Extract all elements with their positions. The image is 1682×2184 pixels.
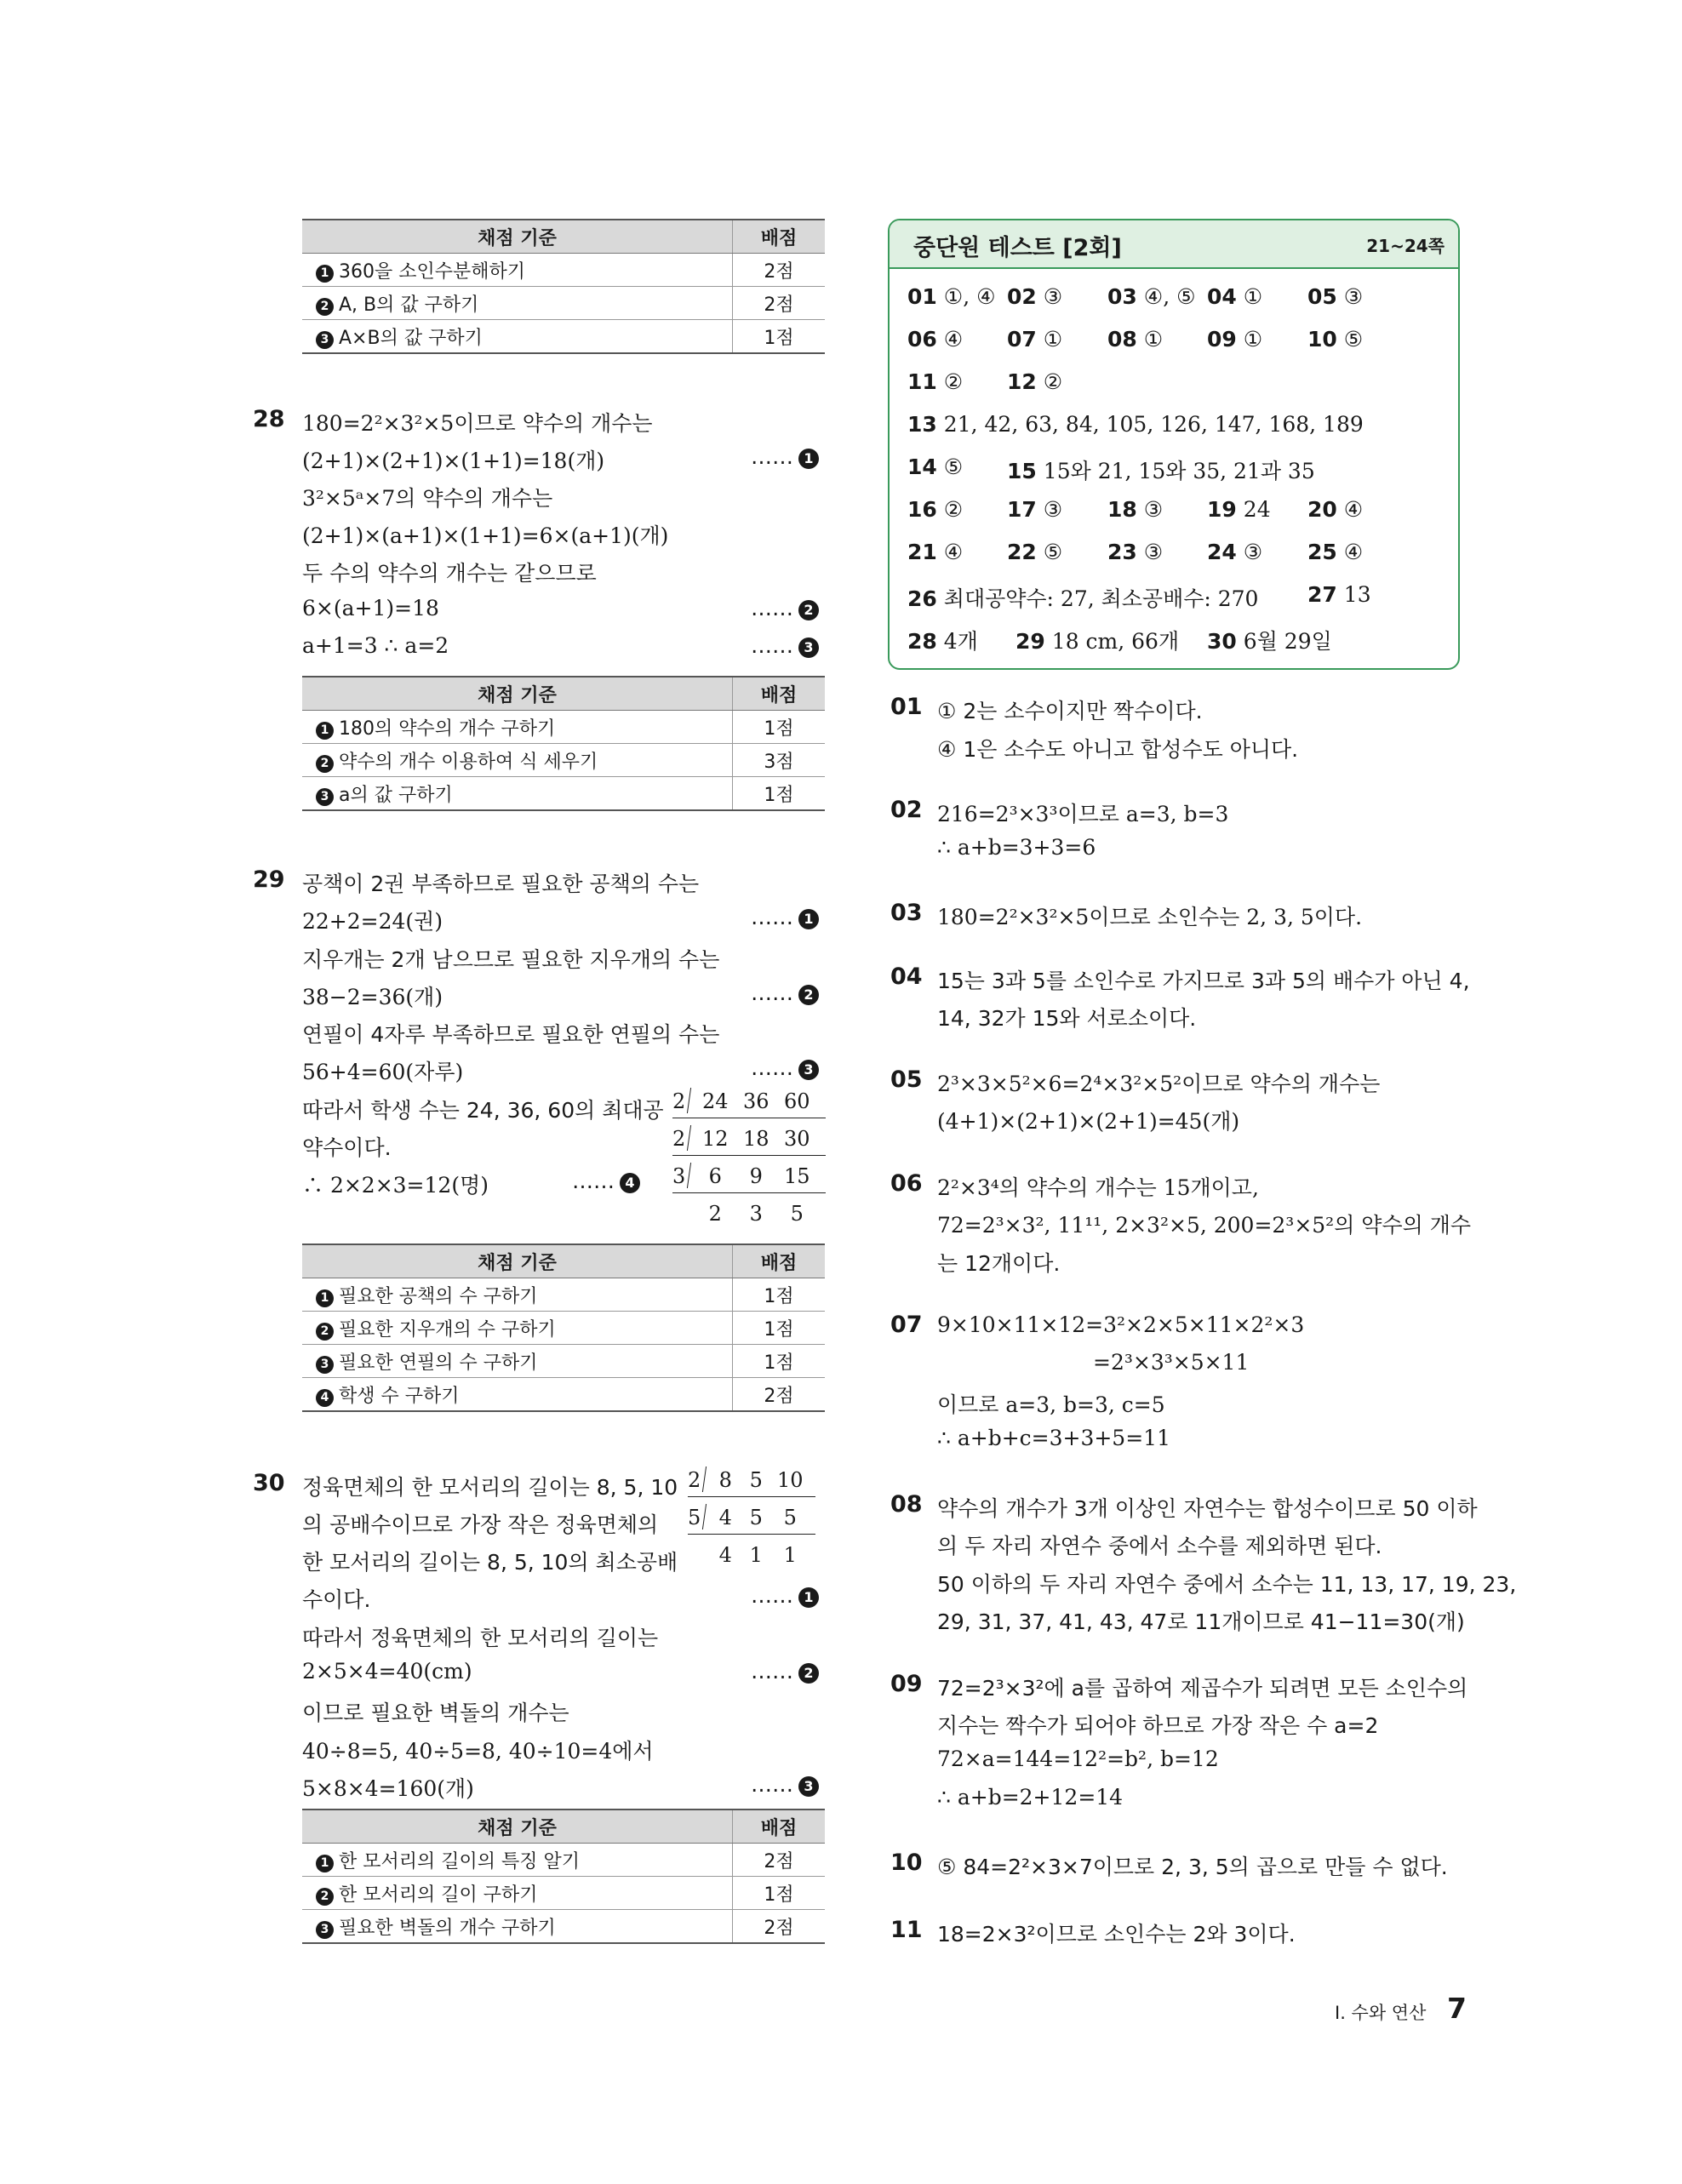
answer-item: 29 18 cm, 66개 xyxy=(1015,629,1180,654)
solution-line: 72=2³×3², 11¹¹, 2×3²×5, 200=2³×5²의 약수의 개수 xyxy=(937,1213,1471,1238)
points-cell: 1점 xyxy=(733,1877,826,1910)
answer-item: 30 6월 29일 xyxy=(1207,629,1332,654)
table-header-criteria: 채점 기준 xyxy=(302,1810,733,1844)
solution-line: 216=2³×3³이므로 a=3, b=3 xyxy=(937,802,1229,826)
answer-item: 20 ④ xyxy=(1307,497,1364,522)
solution-line: 2×5×4=40(cm) xyxy=(302,1659,472,1684)
solution-line: 29, 31, 37, 41, 43, 47로 11개이므로 41−11=30(개) xyxy=(937,1609,1465,1634)
solution-line: (2+1)×(a+1)×(1+1)=6×(a+1)(개) xyxy=(302,523,669,548)
solution-line: 15는 3과 5를 소인수로 가지므로 3과 5의 배수가 아닌 4, xyxy=(937,969,1470,993)
points-cell: 1점 xyxy=(733,711,826,744)
solution-line: 이므로 필요한 벽돌의 개수는 xyxy=(302,1701,569,1725)
solution-line: 50 이하의 두 자리 자연수 중에서 소수는 11, 13, 17, 19, 23, xyxy=(937,1572,1517,1597)
scoring-table-30 xyxy=(302,1809,825,1944)
answer-item: 09 ① xyxy=(1207,327,1263,352)
solution-line: 38−2=36(개) xyxy=(302,985,443,1009)
solution-line: ∴ a+b=2+12=14 xyxy=(937,1785,1124,1810)
points-cell: 2점 xyxy=(733,1910,826,1944)
step-mark-2: …… 2 xyxy=(751,1659,819,1684)
answer-key-header xyxy=(890,220,1458,269)
solution-line: (2+1)×(2+1)×(1+1)=18(개) xyxy=(302,449,605,473)
solution-line: ⑤ 84=2²×3×7이므로 2, 3, 5의 곱으로 만들 수 없다. xyxy=(937,1855,1448,1879)
answer-item: 01 ①, ④ xyxy=(907,284,996,309)
step-mark-2: …… 2 xyxy=(751,596,819,620)
table-row xyxy=(302,1312,825,1345)
answer-item: 13 21, 42, 63, 84, 105, 126, 147, 168, 189 xyxy=(907,412,1364,437)
answer-item: 24 ③ xyxy=(1207,540,1263,564)
step-marker: 2 xyxy=(316,298,334,316)
table-header-criteria: 채점 기준 xyxy=(302,677,733,711)
step-marker: 3 xyxy=(316,1921,334,1939)
solution-line: 지우개는 2개 남으므로 필요한 지우개의 수는 xyxy=(302,947,720,972)
criteria-label: 약수의 개수 이용하여 식 세우기 xyxy=(339,751,598,773)
solution-line: 22+2=24(권) xyxy=(302,909,443,934)
solution-line: 9×10×11×12=3²×2×5×11×2²×3 xyxy=(937,1312,1305,1337)
answer-key-box xyxy=(888,219,1460,670)
answer-item: 04 ① xyxy=(1207,284,1263,309)
points-cell: 2점 xyxy=(733,1378,826,1412)
step-mark-4: …… 4 xyxy=(572,1169,640,1193)
table-header-criteria: 채점 기준 xyxy=(302,1244,733,1278)
criteria-label: 한 모서리의 길이 구하기 xyxy=(339,1884,538,1906)
answer-item: 26 최대공약수: 27, 최소공배수: 270 xyxy=(907,586,1259,611)
scoring-table-27 xyxy=(302,219,825,354)
solution-number: 04 xyxy=(890,963,923,990)
answer-item: 07 ① xyxy=(1007,327,1063,352)
table-row xyxy=(302,1877,825,1910)
solution-line: 2³×3×5²×6=2⁴×3²×5²이므로 약수의 개수는 xyxy=(937,1072,1381,1096)
solution-line: 지수는 짝수가 되어야 하므로 가장 작은 수 a=2 xyxy=(937,1713,1379,1738)
points-cell: 2점 xyxy=(733,1844,826,1877)
criteria-label: A×B의 값 구하기 xyxy=(339,327,483,349)
solution-line: 한 모서리의 길이는 8, 5, 10의 최소공배 xyxy=(302,1550,678,1575)
answer-item: 02 ③ xyxy=(1007,284,1063,309)
solution-line: 3²×5ᵃ×7의 약수의 개수는 xyxy=(302,486,553,511)
solution-line: 약수이다. xyxy=(302,1135,392,1160)
step-marker: 2 xyxy=(316,1888,334,1906)
step-mark-3: …… 3 xyxy=(751,1772,819,1797)
criteria-label: 360을 소인수분해하기 xyxy=(339,260,526,283)
step-marker: 2 xyxy=(316,755,334,773)
division-ladder-29 xyxy=(672,1085,826,1230)
solution-line: 이므로 a=3, b=3, c=5 xyxy=(937,1392,1165,1417)
solution-line: 56+4=60(자루) xyxy=(302,1060,464,1084)
step-marker: 1 xyxy=(316,265,334,283)
division-result: 2 3 5 xyxy=(708,1202,804,1226)
solution-number: 06 xyxy=(890,1170,923,1197)
step-marker: 3 xyxy=(316,1356,334,1374)
table-row xyxy=(302,1378,825,1412)
points-cell: 1점 xyxy=(733,320,826,354)
answer-item: 23 ③ xyxy=(1107,540,1164,564)
step-mark-2: …… 2 xyxy=(751,981,819,1005)
answer-item: 27 13 xyxy=(1307,582,1371,607)
solution-line: ① 2는 소수이지만 짝수이다. xyxy=(937,699,1203,723)
answer-item: 22 ⑤ xyxy=(1007,540,1063,564)
criteria-label: A, B의 값 구하기 xyxy=(339,294,479,316)
table-row xyxy=(302,1345,825,1378)
step-mark-3: …… 3 xyxy=(751,1055,819,1080)
table-header-points: 배점 xyxy=(733,220,826,254)
solution-line: (4+1)×(2+1)×(2+1)=45(개) xyxy=(937,1109,1240,1134)
points-cell: 2점 xyxy=(733,254,826,287)
table-row xyxy=(302,1910,825,1944)
answer-item: 10 ⑤ xyxy=(1307,327,1364,352)
step-marker: 1 xyxy=(316,1855,334,1872)
solution-line: =2³×3³×5×11 xyxy=(1093,1350,1250,1375)
scoring-table-28 xyxy=(302,676,825,811)
solution-line: 연필이 4자루 부족하므로 필요한 연필의 수는 xyxy=(302,1022,720,1047)
division-ladder-30 xyxy=(688,1464,815,1575)
step-mark-1: …… 1 xyxy=(751,444,819,469)
solution-line: 따라서 정육면체의 한 모서리의 길이는 xyxy=(302,1626,659,1650)
answer-item: 17 ③ xyxy=(1007,497,1063,522)
criteria-label: 필요한 지우개의 수 구하기 xyxy=(339,1318,556,1341)
table-row xyxy=(302,744,825,777)
answer-item: 21 ④ xyxy=(907,540,964,564)
division-result: 4 1 1 xyxy=(718,1543,797,1567)
solution-line: 5×8×4=160(개) xyxy=(302,1776,474,1801)
solution-number: 10 xyxy=(890,1850,923,1876)
step-marker: 4 xyxy=(316,1389,334,1407)
table-header-points: 배점 xyxy=(733,677,826,711)
solution-line: 6×(a+1)=18 xyxy=(302,596,439,620)
answer-item: 25 ④ xyxy=(1307,540,1364,564)
division-row: 5 4 5 5 xyxy=(688,1501,815,1535)
solution-number: 01 xyxy=(890,694,923,720)
solution-number: 08 xyxy=(890,1491,923,1518)
table-row xyxy=(302,777,825,811)
points-cell: 3점 xyxy=(733,744,826,777)
step-marker: 3 xyxy=(316,331,334,349)
answer-item: 08 ① xyxy=(1107,327,1164,352)
table-row xyxy=(302,287,825,320)
points-cell: 1점 xyxy=(733,1312,826,1345)
criteria-label: 필요한 연필의 수 구하기 xyxy=(339,1352,538,1374)
answer-item: 28 4개 xyxy=(907,629,978,654)
division-row: 2 24 36 60 xyxy=(672,1085,826,1118)
solution-number: 11 xyxy=(890,1917,923,1943)
answer-key-title: 중단원 테스트 [2회] xyxy=(913,235,1122,261)
criteria-label: 180의 약수의 개수 구하기 xyxy=(339,718,556,740)
points-cell: 2점 xyxy=(733,287,826,320)
answer-key-pages: 21~24쪽 xyxy=(1366,236,1445,256)
solution-line: ∴ a+b=3+3=6 xyxy=(937,835,1096,860)
answer-item: 14 ⑤ xyxy=(907,455,964,479)
section-footer: I. 수와 연산 xyxy=(1335,2003,1427,2023)
step-mark-1: …… 1 xyxy=(751,905,819,929)
step-marker: 3 xyxy=(316,788,334,806)
points-cell: 1점 xyxy=(733,777,826,811)
solution-number: 09 xyxy=(890,1671,923,1697)
solution-line: 는 12개이다. xyxy=(937,1251,1061,1276)
solution-line: 18=2×3²이므로 소인수는 2와 3이다. xyxy=(937,1922,1296,1947)
division-row: 2 8 5 10 xyxy=(688,1464,815,1497)
solution-line: 의 공배수이므로 가장 작은 정육면체의 xyxy=(302,1512,659,1537)
table-header-criteria: 채점 기준 xyxy=(302,220,733,254)
solution-line: ∴ 2×2×3=12(명) xyxy=(302,1173,489,1198)
problem-number: 28 xyxy=(253,406,285,432)
table-row xyxy=(302,1844,825,1877)
division-row: 3 6 9 15 xyxy=(672,1160,826,1193)
criteria-label: 필요한 공책의 수 구하기 xyxy=(339,1285,538,1307)
solution-line: 약수의 개수가 3개 이상인 자연수는 합성수이므로 50 이하 xyxy=(937,1496,1478,1521)
answer-item: 18 ③ xyxy=(1107,497,1164,522)
solution-line: a+1=3 ∴ a=2 xyxy=(302,633,449,658)
criteria-label: a의 값 구하기 xyxy=(339,784,453,806)
page-number: 7 xyxy=(1447,1992,1467,2025)
answer-item: 11 ② xyxy=(907,369,964,394)
table-row xyxy=(302,1278,825,1312)
solution-line: 180=2²×3²×5이므로 약수의 개수는 xyxy=(302,411,653,436)
step-marker: 1 xyxy=(316,1289,334,1307)
answer-item: 16 ② xyxy=(907,497,964,522)
criteria-label: 한 모서리의 길이의 특징 알기 xyxy=(339,1850,580,1872)
solution-line: 의 두 자리 자연수 중에서 소수를 제외하면 된다. xyxy=(937,1534,1382,1558)
solution-line: 72×a=144=12²=b², b=12 xyxy=(937,1747,1219,1771)
points-cell: 1점 xyxy=(733,1345,826,1378)
problem-number: 30 xyxy=(253,1470,285,1496)
division-row: 2 12 18 30 xyxy=(672,1123,826,1156)
points-cell: 1점 xyxy=(733,1278,826,1312)
problem-number: 29 xyxy=(253,866,285,893)
solution-line: ∴ a+b+c=3+3+5=11 xyxy=(937,1426,1170,1450)
table-header-points: 배점 xyxy=(733,1244,826,1278)
solution-line: 두 수의 약수의 개수는 같으므로 xyxy=(302,561,597,586)
solution-line: 72=2³×3²에 a를 곱하여 제곱수가 되려면 모든 소인수의 xyxy=(937,1676,1468,1701)
table-header-points: 배점 xyxy=(733,1810,826,1844)
scoring-table-29 xyxy=(302,1244,825,1412)
criteria-label: 학생 수 구하기 xyxy=(339,1385,460,1407)
answer-item: 03 ④, ⑤ xyxy=(1107,284,1196,309)
solution-line: 2²×3⁴의 약수의 개수는 15개이고, xyxy=(937,1175,1259,1200)
solution-line: 공책이 2권 부족하므로 필요한 공책의 수는 xyxy=(302,872,700,896)
solution-number: 07 xyxy=(890,1312,923,1338)
solution-number: 03 xyxy=(890,900,923,926)
solution-line: 14, 32가 15와 서로소이다. xyxy=(937,1006,1197,1031)
answer-item: 12 ② xyxy=(1007,369,1063,394)
solution-line: 따라서 학생 수는 24, 36, 60의 최대공 xyxy=(302,1098,664,1123)
table-row xyxy=(302,711,825,744)
solution-line: 수이다. xyxy=(302,1587,371,1612)
answer-item: 05 ③ xyxy=(1307,284,1364,309)
answer-item: 06 ④ xyxy=(907,327,964,352)
criteria-label: 필요한 벽돌의 개수 구하기 xyxy=(339,1917,556,1939)
solution-line: 180=2²×3²×5이므로 소인수는 2, 3, 5이다. xyxy=(937,905,1363,929)
answer-item: 19 24 xyxy=(1207,497,1271,522)
solution-line: ④ 1은 소수도 아니고 합성수도 아니다. xyxy=(937,737,1299,762)
step-mark-1: …… 1 xyxy=(751,1583,819,1608)
step-marker: 1 xyxy=(316,722,334,740)
step-marker: 2 xyxy=(316,1323,334,1341)
answer-item: 15 15와 21, 15와 35, 21과 35 xyxy=(1007,459,1315,483)
solution-number: 05 xyxy=(890,1066,923,1093)
step-mark-3: …… 3 xyxy=(751,633,819,658)
table-row xyxy=(302,254,825,287)
table-row xyxy=(302,320,825,354)
solution-number: 02 xyxy=(890,797,923,823)
solution-line: 40÷8=5, 40÷5=8, 40÷10=4에서 xyxy=(302,1739,654,1764)
solution-line: 정육면체의 한 모서리의 길이는 8, 5, 10 xyxy=(302,1475,678,1500)
